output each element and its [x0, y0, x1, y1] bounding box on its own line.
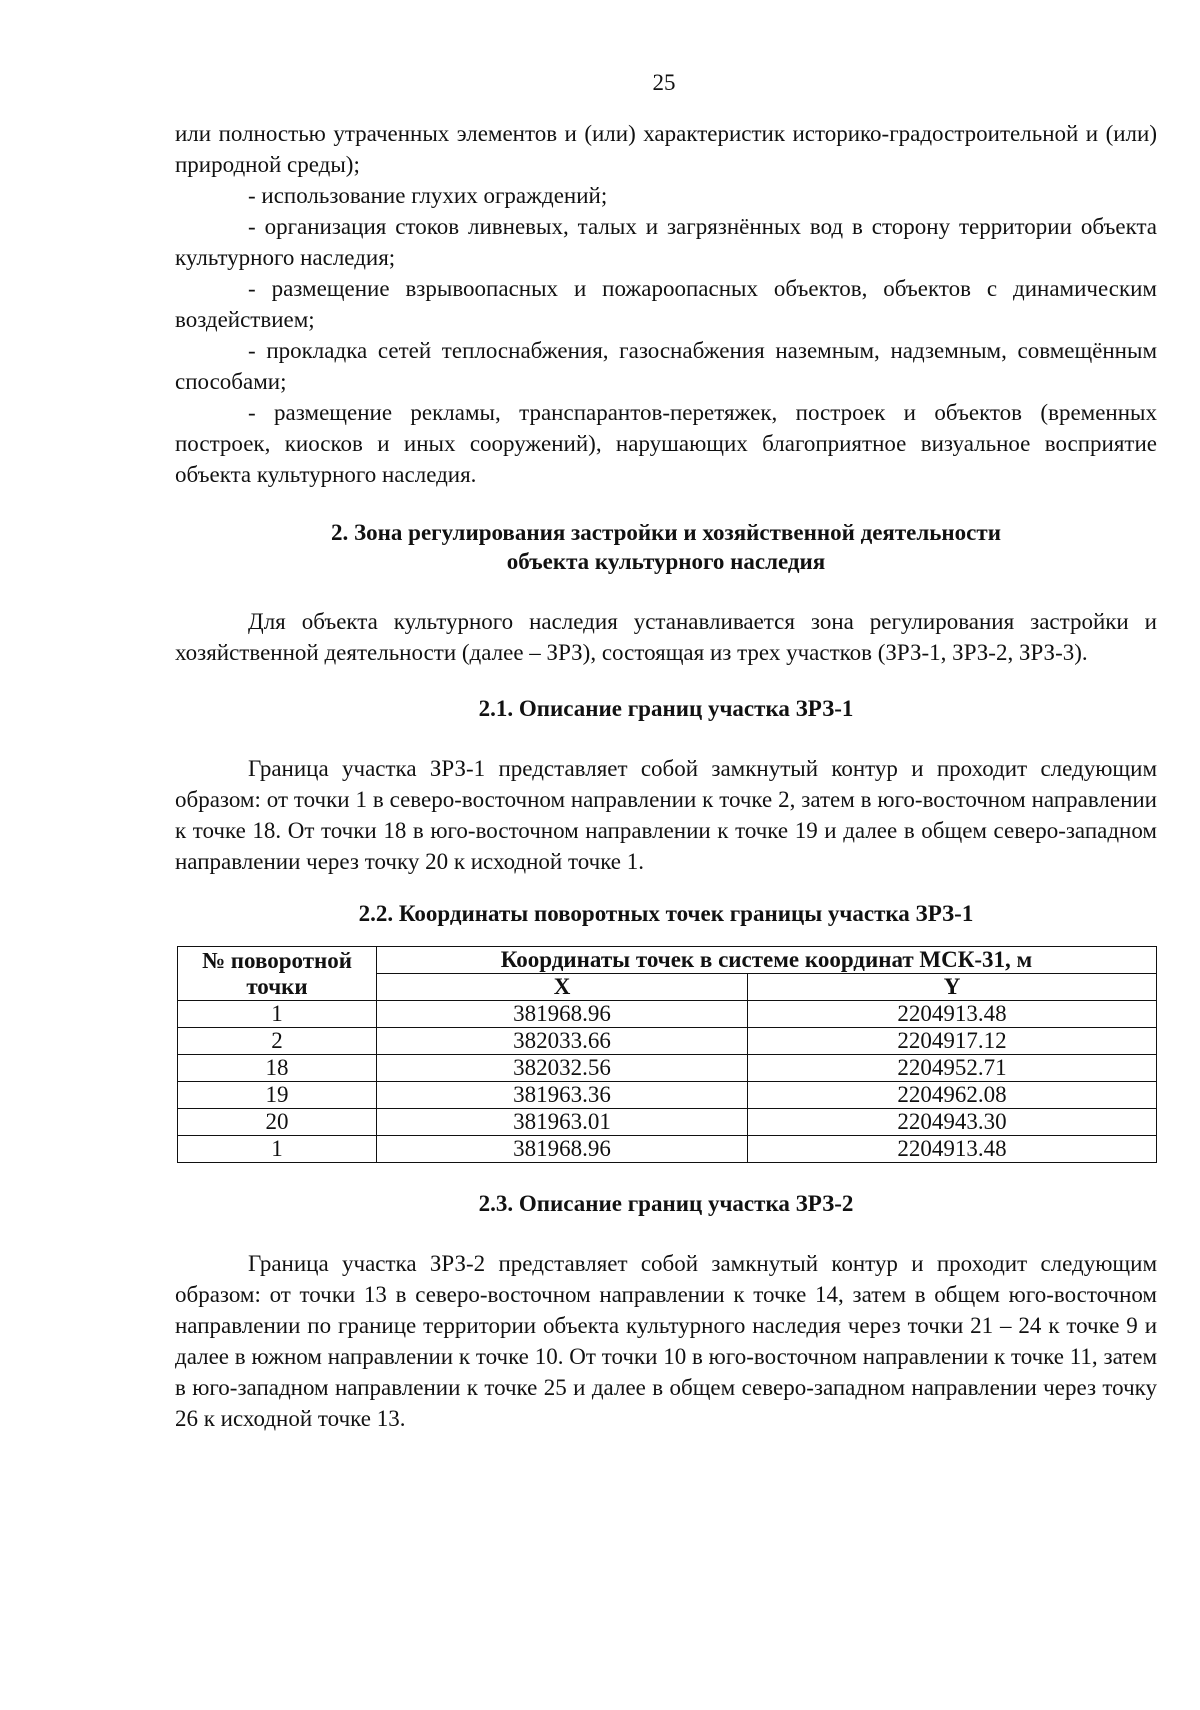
list-item: - организация стоков ливневых, талых и загрязнённых вод в сторону территории объекта культурного наследия;: [175, 214, 1157, 270]
table-row: [178, 1136, 1157, 1163]
section-2-2-title: 2.2. Координаты поворотных точек границы участка ЗРЗ-1: [358, 901, 974, 926]
section-2-paragraph: Для объекта культурного наследия устанавливается зона регулирования застройки и хозяйственной деятельности (далее – ЗРЗ), состоящая из трех участков (ЗРЗ-1, ЗРЗ-2, ЗРЗ-3).: [175, 609, 1157, 665]
table-row: [178, 1109, 1157, 1136]
cell-x: 382033.66: [377, 1028, 748, 1055]
section-2-heading: [175, 518, 1157, 576]
list-item: - размещение взрывоопасных и пожароопасных объектов, объектов с динамическим воздействием;: [175, 276, 1157, 332]
coordinates-table: [177, 946, 1157, 1163]
cell-point: 18: [178, 1055, 377, 1082]
section-2-1-title: 2.1. Описание границ участка ЗРЗ-1: [478, 696, 854, 721]
list-item: - размещение рекламы, транспарантов-перетяжек, построек и объектов (временных построек, киосков и иных сооружений), нарушающих благоприятное визуальное восприятие объекта культурного наследия.: [175, 400, 1157, 487]
section-2-1-paragraph: Граница участка ЗРЗ-1 представляет собой замкнутый контур и проходит следующим образом: от точки 1 в северо-восточном направлении к точке 2, затем в юго-восточном направлении к точке 18. От точки 18 в юго-восточном направлении к точке 19 и далее в общем северо-западном направлении через точку 20 к исходной точке 1.: [175, 756, 1157, 874]
cell-x: 381968.96: [377, 1136, 748, 1163]
cell-y: 2204952.71: [748, 1055, 1157, 1082]
cell-y: 2204943.30: [748, 1109, 1157, 1136]
table-row: [178, 1055, 1157, 1082]
list-item: - использование глухих ограждений;: [248, 183, 608, 208]
header-point-number: № поворотной точки: [178, 947, 377, 1001]
page-number: 25: [652, 70, 676, 95]
cell-point: 1: [178, 1001, 377, 1028]
cell-x: 381968.96: [377, 1001, 748, 1028]
cell-y: 2204913.48: [748, 1001, 1157, 1028]
table-row: [178, 1082, 1157, 1109]
table-row: [178, 1028, 1157, 1055]
cell-point: 20: [178, 1109, 377, 1136]
intro-continuation: или полностью утраченных элементов и (или) характеристик историко-градостроительной и (или) природной среды);: [175, 121, 1157, 177]
section-2-3-paragraph: Граница участка ЗРЗ-2 представляет собой замкнутый контур и проходит следующим образом: от точки 13 в северо-восточном направлении к точке 14, затем в общем юго-восточном направлении по границе территории объекта культурного наследия через точки 21 – 24 к точке 9 и далее в южном направлении к точке 10. От точки 10 в юго-восточном направлении к точке 11, затем в юго-западном направлении к точке 25 и далее в общем северо-западном направлении через точку 26 к исходной точке 13.: [175, 1251, 1157, 1431]
cell-point: 1: [178, 1136, 377, 1163]
section-2-title-line2: объекта культурного наследия: [506, 549, 826, 574]
cell-x: 381963.36: [377, 1082, 748, 1109]
header-coordinates: Координаты точек в системе координат МСК-31, м: [377, 947, 1157, 974]
cell-y: 2204917.12: [748, 1028, 1157, 1055]
section-2-title-line1: 2. Зона регулирования застройки и хозяйственной деятельности: [331, 520, 1001, 545]
header-y: Y: [748, 974, 1157, 1001]
table-row: [178, 1001, 1157, 1028]
cell-point: 2: [178, 1028, 377, 1055]
cell-y: 2204913.48: [748, 1136, 1157, 1163]
page-content: [175, 118, 1157, 1434]
header-x: X: [377, 974, 748, 1001]
cell-x: 382032.56: [377, 1055, 748, 1082]
section-2-3-title: 2.3. Описание границ участка ЗРЗ-2: [478, 1191, 854, 1216]
cell-x: 381963.01: [377, 1109, 748, 1136]
cell-point: 19: [178, 1082, 377, 1109]
cell-y: 2204962.08: [748, 1082, 1157, 1109]
list-item: - прокладка сетей теплоснабжения, газоснабжения наземным, надземным, совмещённым способами;: [175, 338, 1157, 394]
